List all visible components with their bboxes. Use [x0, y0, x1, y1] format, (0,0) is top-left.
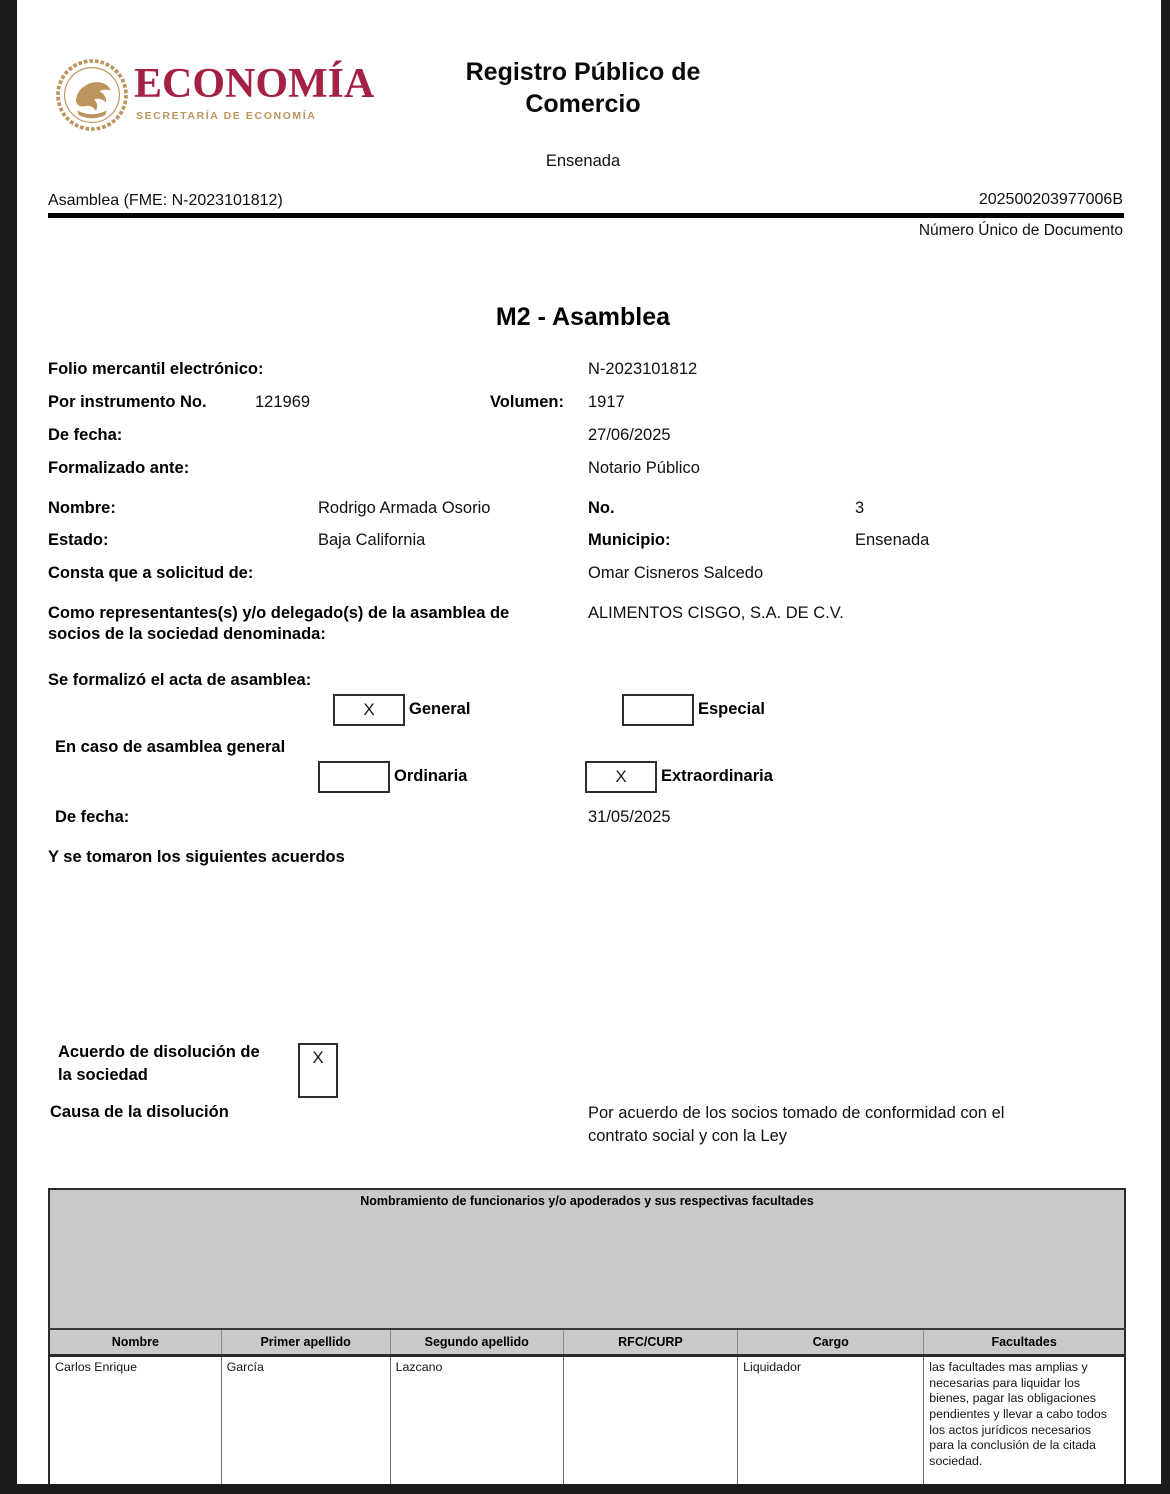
folio-value: N-2023101812	[588, 360, 698, 378]
cell-primer-apellido: García	[221, 1356, 390, 1485]
column-header-primer-apellido: Primer apellido	[221, 1329, 390, 1356]
column-header-facultades: Facultades	[924, 1329, 1125, 1356]
appointments-table	[48, 1188, 1126, 1484]
form-title: M2 - Asamblea	[495, 303, 671, 331]
fecha-value: 27/06/2025	[588, 426, 671, 444]
causa-label: Causa de la disolución	[50, 1103, 229, 1121]
representantes-label: Como representantes(s) y/o delegado(s) de la asamblea de socios de la sociedad denominada:	[48, 604, 510, 643]
header-divider	[48, 213, 1124, 218]
nombre-value: Rodrigo Armada Osorio	[318, 499, 491, 517]
acta-label: Se formalizó el acta de asamblea:	[48, 671, 312, 689]
instrumento-label: Por instrumento No.	[48, 393, 207, 411]
column-header-segundo-apellido: Segundo apellido	[390, 1329, 563, 1356]
volumen-label: Volumen:	[490, 393, 564, 411]
solicitud-label: Consta que a solicitud de:	[48, 564, 254, 582]
formalizado-value: Notario Público	[588, 459, 700, 477]
extraordinaria-checkbox-mark: X	[615, 767, 627, 786]
fecha-label: De fecha:	[48, 426, 123, 444]
column-header-cargo: Cargo	[738, 1329, 924, 1356]
extraordinaria-checkbox	[585, 761, 657, 793]
en-caso-label: En caso de asamblea general	[55, 738, 286, 756]
doc-reference: Asamblea (FME: N-2023101812)	[48, 192, 283, 209]
solicitud-value: Omar Cisneros Salcedo	[588, 564, 764, 582]
formalizado-label: Formalizado ante:	[48, 459, 190, 477]
brand-wordmark: ECONOMÍA	[134, 61, 375, 107]
estado-label: Estado:	[48, 531, 109, 549]
disolucion-label: Acuerdo de disolución de la sociedad	[58, 1043, 260, 1085]
ordinaria-checkbox	[318, 761, 390, 793]
column-header-nombre: Nombre	[49, 1329, 221, 1356]
cell-nombre: Carlos Enrique	[55, 1360, 137, 1374]
notario-no-value: 3	[855, 499, 865, 517]
municipio-value: Ensenada	[855, 531, 930, 549]
extraordinaria-checkbox-label: Extraordinaria	[661, 767, 773, 785]
acuerdos-label: Y se tomaron los siguientes acuerdos	[48, 848, 345, 866]
fecha-asamblea-value: 31/05/2025	[588, 808, 671, 826]
document-page	[17, 0, 1161, 1484]
especial-checkbox	[622, 694, 694, 726]
disolucion-checkbox-mark: X	[312, 1048, 324, 1067]
registry-title	[383, 56, 783, 120]
table-title: Nombramiento de funcionarios y/o apoderados y sus respectivas facultades	[49, 1189, 1125, 1329]
registry-title-line1: Registro Público de	[465, 58, 701, 86]
table-header-row	[49, 1329, 1125, 1356]
disolucion-checkbox	[298, 1043, 338, 1098]
table-row	[49, 1356, 1125, 1485]
document-number: 202500203977006B	[978, 191, 1123, 208]
estado-value: Baja California	[318, 531, 426, 549]
instrumento-value: 121969	[255, 393, 311, 411]
registry-title-line2: Comercio	[525, 90, 641, 118]
causa-value: Por acuerdo de los socios tomado de conformidad con el contrato social y con la Ley	[588, 1104, 1005, 1146]
document-number-caption: Número Único de Documento	[918, 222, 1123, 239]
notario-no-label: No.	[588, 499, 615, 517]
municipio-label: Municipio:	[588, 531, 671, 549]
general-checkbox	[333, 694, 405, 726]
cell-facultades: las facultades mas amplias y necesarias para liquidar los bienes, pagar las obligaciones pendientes y llevar a cabo todos los actos jurídicos necesarios para la conclusión de la citada sociedad.	[924, 1356, 1125, 1485]
fecha-asamblea-label: De fecha:	[55, 808, 130, 826]
ordinaria-checkbox-label: Ordinaria	[394, 767, 468, 785]
cell-cargo: Liquidador	[738, 1356, 924, 1485]
cell-rfc-curp	[563, 1356, 737, 1485]
general-checkbox-mark: X	[363, 700, 375, 719]
folio-label: Folio mercantil electrónico:	[48, 360, 264, 378]
volumen-value: 1917	[588, 393, 625, 411]
economia-seal-icon	[55, 55, 129, 135]
brand-subtitle: SECRETARÍA DE ECONOMÍA	[136, 110, 317, 122]
representantes-value: ALIMENTOS CISGO, S.A. DE C.V.	[588, 604, 844, 622]
cell-segundo-apellido: Lazcano	[390, 1356, 563, 1485]
column-header-rfc-curp: RFC/CURP	[563, 1329, 737, 1356]
nombre-label: Nombre:	[48, 499, 116, 517]
office-name: Ensenada	[545, 152, 621, 170]
especial-checkbox-label: Especial	[698, 700, 765, 718]
general-checkbox-label: General	[409, 700, 471, 718]
